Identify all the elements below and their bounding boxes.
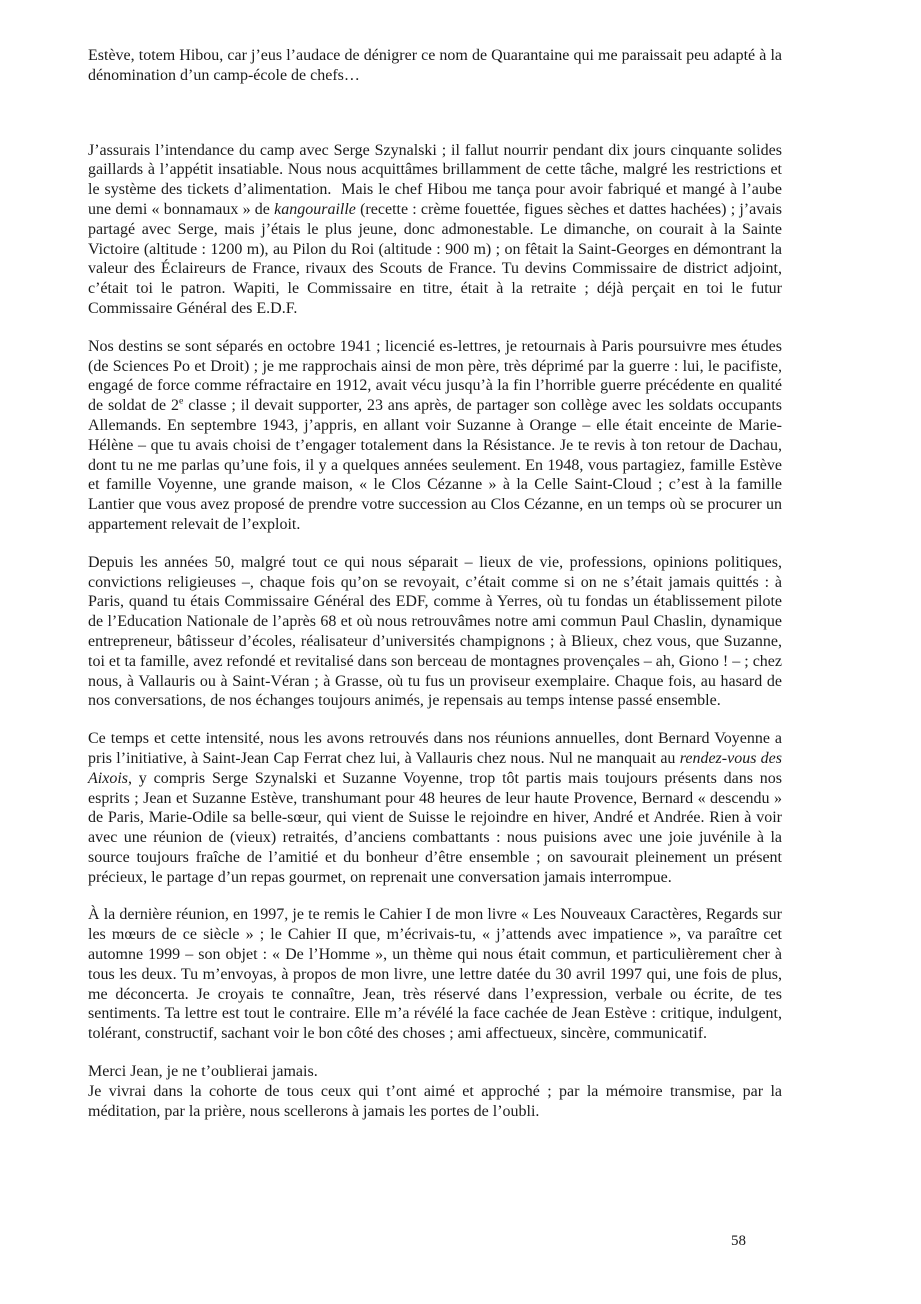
- page-number: 58: [731, 1233, 746, 1249]
- paragraph-text: (recette : crème fouettée, figues sèches et dattes hachées) ; j’avais partagé avec Serge, mais j’étais le plus jeune, donc admonestable. Le dimanche, on courait à la Sainte Victoire (altitude : 1200 m), au Pilon du Roi (altitude : 900 m) ; on fêtait la Saint-Georges en démontrant la valeur des Éclaireurs de France, rivaux des Scouts de France. Tu devins Commissaire de district adjoint, c’était toi le patron. Wapiti, le Commissaire en titre, était à la retraite ; déjà perçait en toi le futur Commissaire Général des E.D.F.: [88, 200, 783, 317]
- paragraph-text: Je vivrai dans la cohorte de tous ceux qui t’ont aimé et approché ; par la mémoire transmise, par la méditation, par la prière, nous scellerons à jamais les portes de l’oubli.: [88, 1082, 782, 1120]
- paragraph-intro: [88, 46, 782, 86]
- paragraph-text: J’assurais l’intendance du camp avec Serge Szynalski ; il fallut nourrir pendant dix jours cinquante solides gaillards à l’appétit insatiable. Nous nous acquittâmes brillamment de cette tâche, malgré les restrictions et le système des tickets d’alimentation. Mais le chef Hibou me tança pour avoir fabriqué et mangé à l’aube une demi « bonnamaux » de: [88, 141, 782, 218]
- paragraph-text: classe ; il devait supporter, 23 ans après, de partager son collège avec les soldats occupants Allemands. En septembre 1943, j’appris, en allant voir Suzanne à Orange – elle était enceinte de Marie-Hélène – que tu avais choisi de t’engager totalement dans la Résistance. Je te revis à ton retour de Dachau, dont tu ne me parlas qu’une fois, il y a quelques années seulement. En 1948, vous partagiez, famille Estève et famille Voyenne, une grande maison, « le Clos Cézanne » à la Celle Saint-Cloud ; c’est à la famille Lantier que vous avez proposé de prendre votre succession au Clos Cézanne, en un temps où se procurer un appartement relevait de l’exploit.: [88, 397, 783, 533]
- paragraph-merci: [88, 1062, 782, 1082]
- paragraph-text: À la dernière réunion, en 1997, je te remis le Cahier I de mon livre « Les Nouveaux Caractères, Regards sur les mœurs de ce siècle » ; le Cahier II que, m’écrivais-tu, « j’attends avec impatience », va paraître cet automne 1999 – son objet : « De l’Homme », un thème qui nous était commun, et particulièrement cher à tous les deux. Tu m’envoyas, à propos de mon livre, une lettre datée du 30 avril 1997 qui, une fois de plus, me déconcerta. Je croyais te connaître, Jean, très réservé dans l’expression, verbale ou écrite, de tes sentiments. Ta lettre est tout le contraire. Elle m’a révélé la face cachée de Jean Estève : critique, indulgent, tolérant, constructif, sachant voir le bon côté des choses ; ami affectueux, sincère, communicatif.: [88, 906, 782, 1043]
- paragraph-reunions: [88, 729, 782, 887]
- paragraph-text: Merci Jean, je ne t’oublierai jamais.: [88, 1063, 318, 1081]
- paragraph-text: Depuis les années 50, malgré tout ce qui nous séparait – lieux de vie, professions, opinions politiques, convictions religieuses –, chaque fois qu’on se revoyait, c’était comme si on ne s’était jamais quittés : à Paris, quand tu étais Commissaire Général des EDF, comme à Yerres, où tu fondas un établissement pilote de l’Education Nationale de l’après 68 et où nous retrouvâmes notre ami commun Paul Chaslin, dynamique entrepreneur, bâtisseur d’écoles, réalisateur d’universités champignons ; à Blieux, chez vous, que Suzanne, toi et ta famille, avez refondé et revitalisé dans son berceau de montagnes provençales – ah, Giono ! – ; chez nous, à Vallauris ou à Saint-Véran ; à Grasse, où tu fus un proviseur exemplaire. Chaque fois, au hasard de nos conversations, de nos échanges toujours animés, je repensais au temps intense passé ensemble.: [88, 553, 782, 710]
- paragraph-text: Ce temps et cette intensité, nous les avons retrouvés dans nos réunions annuelles, dont Bernard Voyenne a pris l’initiative, à Saint-Jean Cap Ferrat chez lui, à Vallauris chez nous. Nul ne manquait au: [88, 730, 782, 767]
- paragraph-final: [88, 1082, 782, 1122]
- paragraph-destins: [88, 337, 782, 535]
- ordinal-superscript: e: [179, 395, 184, 407]
- text-block: [88, 46, 782, 1121]
- paragraph-derniere-reunion: [88, 905, 782, 1044]
- paragraph-text: Estève, totem Hibou, car j’eus l’audace de dénigrer ce nom de Quarantaine qui me paraissait peu adapté à la dénomination d’un camp-école de chefs…: [88, 47, 782, 84]
- italic-term-rendez-vous-des-aixois: rendez-vous des Aixois: [88, 749, 783, 787]
- paragraph-camp: [88, 141, 782, 319]
- paragraph-annees-50: [88, 553, 782, 711]
- paragraph-text: Nos destins se sont séparés en octobre 1941 ; licencié es-lettres, je retournais à Paris poursuivre mes études (de Sciences Po et Droit) ; je me rapprochais ainsi de mon père, très déprimé par la guerre : lui, le pacifiste, engagé de force comme réfractaire en 1912, avait vécu jusqu’à la fin l’horrible guerre précédente en qualité de soldat de 2: [88, 337, 782, 415]
- italic-term-kangouraille: kangouraille: [274, 200, 356, 218]
- paragraph-text: , y compris Serge Szynalski et Suzanne Voyenne, trop tôt partis mais toujours présents dans nos esprits ; Jean et Suzanne Estève, transhumant pour 48 heures de leur haute Provence, Bernard « descendu » de Paris, Marie-Odile sa belle-sœur, qui vient de Suisse le rejoindre en hiver, André et Andrée. Rien à voir avec une réunion de (vieux) retraités, d’anciens combattants : nous puisions avec une joie juvénile à la source toujours fraîche de l’amitié et du bonheur d’être ensemble ; on savourait pleinement un présent précieux, le partage d’un repas gourmet, on reprenait une conversation jamais interrompue.: [88, 769, 782, 886]
